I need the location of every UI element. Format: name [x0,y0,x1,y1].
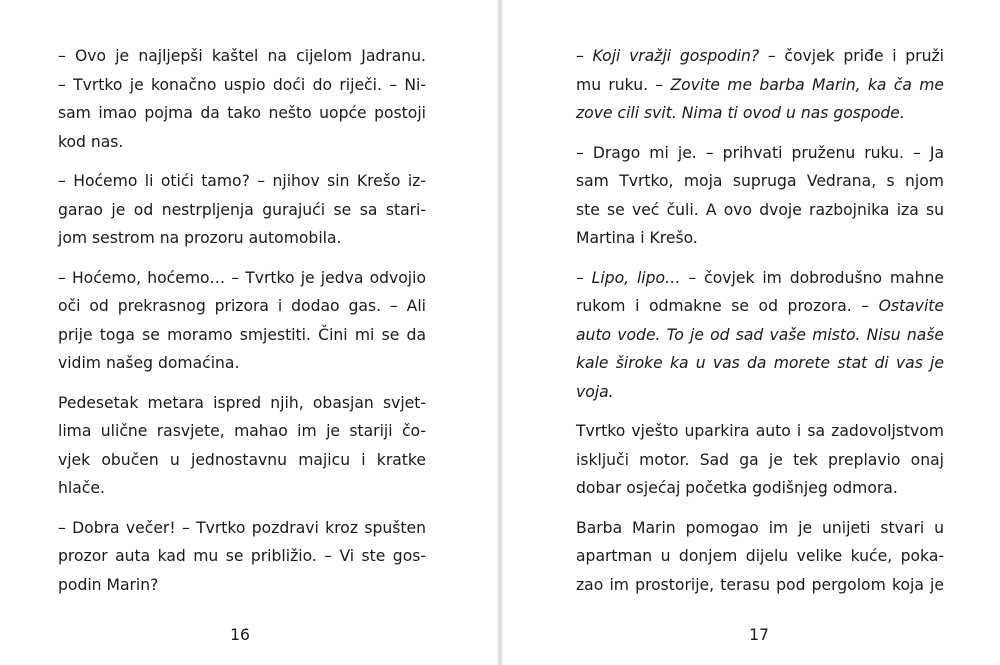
text-line: prozor auta kad mu se približio. – Vi ste gos- [58,547,426,565]
text-line [576,71,944,100]
paragraph [576,139,944,253]
text-line: – Drago mi je. – prihvati pruženu ruku. – Ja [576,143,944,162]
text-line: auto vode. To je od sad vaše misto. Nisu naše [576,325,944,344]
text-line: – Tvrtko je konačno uspio doći do riječi. – Ni- [58,75,426,94]
right-page-text [576,42,944,610]
text-run: – [576,47,593,65]
paragraph [58,167,426,253]
text-line: jom sestrom na prozoru automobila. [58,229,342,247]
text-line: garao je od nestrpljenja gurajući se sa stari- [58,200,426,219]
text-line: – Ovo je najljepši kaštel na cijelom Jadranu. [58,47,426,65]
text-line: – Hoćemo, hoćemo… – Tvrtko je jedva odvojio [58,268,426,287]
text-line: isključi motor. Sad ga je tek preplavio onaj [576,450,944,469]
text-run: mu ruku. – [576,75,671,94]
italic-dialogue: Zovite me barba Marin, ka ča me [670,75,944,94]
paragraph [58,42,426,156]
paragraph [58,514,426,600]
italic-dialogue: Ostavite [878,297,944,315]
text-line: ste se već čuli. A ovo dvoje razbojnika iza su [576,200,944,219]
text-line: sam Tvrtko, moja supruga Vedrana, s njom [576,172,944,190]
text-line [576,42,944,71]
text-line: – Dobra večer! – Tvrtko pozdravi kroz spušten [58,518,426,537]
text-line [576,264,944,293]
paragraph [58,264,426,378]
text-run: – čovjek priđe i pruži [759,47,944,65]
text-line: Tvrtko vješto uparkira auto i sa zadovoljstvom [576,422,944,440]
text-line: dobar osjećaj početka godišnjeg odmora. [576,479,898,497]
text-run: – čovjek im dobrodušno mahne [680,268,944,287]
text-line: kale široke ka u vas da morete stat di vas je [576,354,944,372]
paragraph [58,389,426,503]
italic-dialogue: Koji vražji gospodin? [592,47,760,65]
page-number: 17 [749,626,769,644]
text-line: zao im prostorije, terasu pod pergolom koja je [576,575,944,594]
text-line: lima ulične rasvjete, mahao im je stariji čo- [58,422,426,440]
text-line: sam imao pojma da tako nešto uopće postoji [58,104,426,122]
text-line: zove cili svit. Nima ti ovod u nas gospode. [576,104,905,122]
italic-dialogue: Lipo, lipo… [591,268,681,287]
text-line: vjek obučen u jednostavnu majicu i kratke [58,450,426,469]
paragraph [576,514,944,600]
paragraph [576,264,944,407]
text-line [576,292,944,321]
left-page-text [58,42,426,610]
text-line: podin Marin? [58,575,159,594]
text-line: apartman u donjem dijelu velike kuće, poka- [576,547,944,565]
paragraph [576,417,944,503]
text-line: vidim našeg domaćina. [58,354,240,372]
page-number: 16 [230,626,250,644]
page-gutter [497,0,503,665]
text-line: hlače. [58,479,105,497]
paragraph [576,42,944,128]
text-line: oči od prekrasnog prizora i dodao gas. – Ali [58,297,426,315]
text-line: voja. [576,382,614,401]
text-line: kod nas. [58,132,124,151]
text-line: Barba Marin pomogao im je unijeti stvari u [576,518,944,537]
text-run: rukom i odmakne se od prozora. – [576,297,879,315]
text-line: – Hoćemo li otići tamo? – njihov sin Krešo iz- [58,172,426,190]
text-line: Martina i Krešo. [576,229,698,247]
text-run: – [576,268,592,287]
text-line: Pedesetak metara ispred njih, obasjan svjet- [58,393,426,412]
text-line: prije toga se moramo smjestiti. Čini mi se da [58,325,426,344]
